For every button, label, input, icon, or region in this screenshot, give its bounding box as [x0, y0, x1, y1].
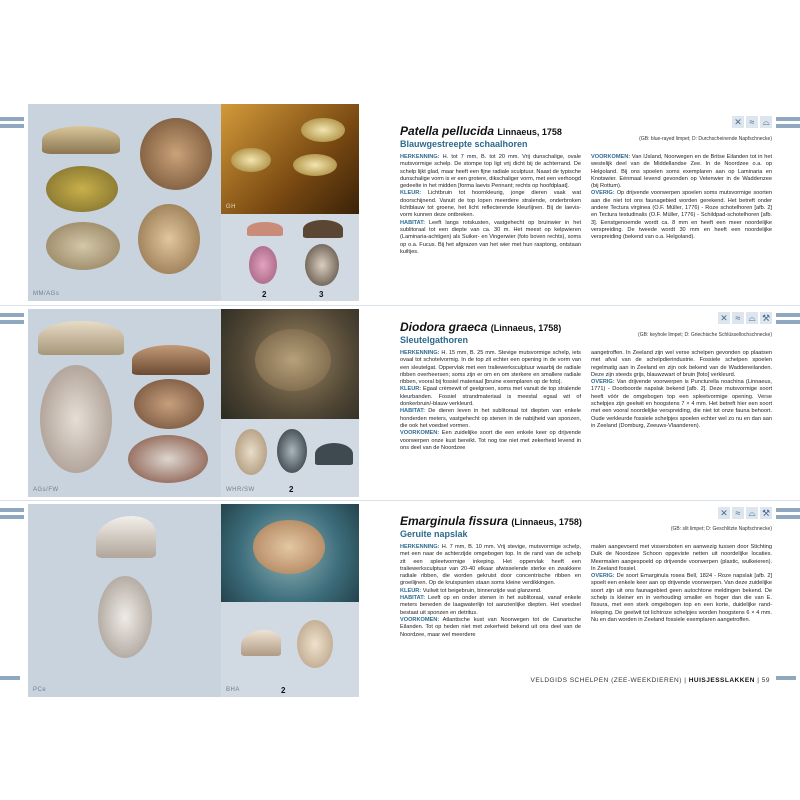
shell-image [138, 204, 200, 274]
shell-image [46, 166, 118, 212]
species-foreign-names: (GB: keyhole limpet; D: Griechische Schlüssellochschnecke) [638, 332, 772, 338]
fig-panel-small [221, 602, 359, 697]
species-author: (Linnaeus, 1758) [511, 517, 582, 527]
pick-icon: ⚒ [761, 508, 771, 518]
text-columns [400, 544, 772, 639]
photo-code: PCe [33, 687, 47, 693]
text-columns [400, 350, 772, 452]
shell-image [247, 222, 283, 236]
page-footer: VELDGIDS SCHELPEN (ZEE-WEEKDIEREN) | HUISJESSLAKKEN | 59 [530, 677, 770, 684]
shell-image [249, 246, 277, 284]
species-common-name: Sleutelgathoren [400, 335, 469, 345]
figure-number: 3 [319, 290, 324, 299]
shell-image [46, 222, 120, 270]
photo-code: BHA [226, 687, 240, 693]
shell-image [303, 220, 343, 238]
paragraph: OVERIG: De soort Emarginula rosea Bell, 1824 - Roze napslak [afb. 2] spoelt een enkele keer aan op drijvende voorwerpen. Van deze zuidelijke soort zijn uit ons faunagebied geen autochtone meldingen bekend. De schelp is kleiner en in verhouding smaller en hoger dan die van E. fissura, met een sterk omgebogen top en een korte, duidelijke rand-inkeping. De geelwit tot lichtroze schelpjes worden hoogstens 6 × 4 mm. Nu en dan worden in Zeeland fossiele exemplaren aangetroffen. [591, 573, 772, 623]
text-column-left [400, 544, 581, 639]
paragraph: HERKENNING: H. tot 7 mm, B. tot 20 mm. Vrij dunschalige, ovale mutsvormige schelp. De stompe top ligt vrij dicht bij de achterrand. De schelp lijkt glad, maar heeft een fijne radiale sculptuur. Naast de typische dunschalige vorm is er een grotere, dikschaliger vorm, met een verhoogd gedeelte in het midden [forma laevis Pennant; rechts op hoofdplaat]. [400, 154, 581, 190]
limpet-in-habitat [253, 520, 325, 574]
paragraph: KLEUR: Lichtbruin tot hoornkleurig, jonge dieren vaak wat doorschijnend. Vanuit de top lopen meerdere stralende, onderbroken lichtblauw tot groene, het licht reflecterende kleurlijnen. Bij de laevis-vorm kunnen deze ontbreken. [400, 190, 581, 219]
paragraph: HABITAT: Leeft op en onder stenen in het sublitoraal, vanaf enkele meters beneden de laagwaterlijn tot aanzienlijke diepten. Het voedsel bestaat uit sponzen en detritus. [400, 595, 581, 616]
paragraph: OVERIG: Van drijvende voorwerpen is Puncturella noachina (Linnaeus, 1771) - Doorboorde napslak bekend [afb. 2]. Deze mutsvormige soort heeft vóór de omgebogen top een spleetvormige opening. Verse schelpjes zijn geelwit en hoogstens 7 × 4 mm. Het betreft hier een soort met een vooral noordelijke verspreiding, die niet tot onze fauna behoort. Oude verkleurde fossiele schelpjes spoelen echter wel zo nu en dan aan in Zeeland (Domburg, Zeeuws-Vlaanderen). [591, 379, 772, 429]
cross-icon: ✕ [718, 312, 730, 324]
paragraph: OVERIG: Op drijvende voorwerpen spoelen soms mutsvormige soorten aan die niet tot ons faunagebied worden gerekend. Het betreft onder andere Tectura virginea (O.F. Müller, 1776) - Roze schotelhoren [afb. 2] en Tectura testudinalis (O.F. Müller, 1776) - Schildpad-schotelhoren [afb. 3]. Eenstgenoemde wordt ca. 8 mm en heeft een meer noordelijke verspreiding. De tweede wordt 30 mm en heeft een noordelijke verspreiding (bekend van o.a. Helgoland). [591, 190, 772, 241]
shell-image [297, 620, 333, 668]
species-title: Emarginula fissura (Linnaeus, 1758) [400, 514, 582, 528]
species-entry-emarginula [400, 514, 772, 674]
fig-panel-small [221, 419, 359, 497]
species-common-name: Blauwgestreepte schaalhoren [400, 139, 528, 149]
wave-stone-icon: ≈ [746, 116, 758, 128]
species-entry-patella [400, 124, 772, 300]
shell-image [235, 429, 267, 475]
wave-stone-icon: ≈ [732, 312, 744, 324]
text-column-right [591, 154, 772, 256]
plate-emarginula [28, 504, 359, 697]
species-foreign-names: (GB: slit limpet; D: Geschlitzte Napfschnecke) [670, 526, 772, 532]
limpet-on-kelp [301, 118, 345, 142]
species-title: Diodora graeca (Linnaeus, 1758) [400, 320, 562, 334]
plate-patella [28, 104, 359, 301]
paragraph: VOORKOMEN: Een zuidelijke soort die een enkele keer op drijvende voorwerpen onze kust bereikt. Tot nog toe niet met zekerheid levend in ons deel van de Noordzee [400, 430, 582, 451]
pick-icon: ⚒ [761, 313, 771, 323]
shell-image [305, 244, 339, 286]
shell-image [277, 429, 307, 473]
limpet-on-kelp [293, 154, 337, 176]
footer-section: VELDGIDS SCHELPEN (ZEE-WEEKDIEREN) [530, 677, 682, 684]
species-entry-diodora [400, 320, 772, 496]
text-columns [400, 154, 772, 256]
shell-image [315, 443, 353, 465]
species-author: Linnaeus, 1758 [497, 127, 562, 137]
paragraph: HERKENNING: H. 15 mm, B. 25 mm. Stevige mutsvormige schelp, iets ovaal tot schotelvormig. In de top zit echter een opening in de vorm van een sleutelgat. Oppervlak met een traliewerksculptuur waarbij de radiale ribben overheersen; soms zijn er om en om sterkere en smallere radiale ribben, vooral bij fossiel materiaal [bruine exemplaren op de foto]. [400, 350, 581, 386]
limpet-on-kelp [231, 148, 271, 172]
paragraph: KLEUR: Egaal crèmewit of geelgroen, soms met vanuit de top stralende kleurbanden. Fossiel strandmateriaal is meestal egaal wit of donkerbruin/-blauw verkleurd. [400, 386, 581, 408]
fig-panel-small [221, 214, 359, 301]
paragraph: malen aangevoerd met vissersboten en aanwezig tussen door Stichting Duik de Noordzee Schoon opgeviste netten uit noordelijke locaties. Meermalen aangespoeld op drijvende voorwerpen (plastic, wulkeieren). In Zeeland fossiel. [591, 544, 772, 572]
shell-image [128, 435, 208, 483]
text-column-right [591, 350, 772, 452]
photo-code: MM/AGs [33, 291, 60, 297]
paragraph: HABITAT: De dieren leven in het sublitoraal tot diepten van enkele honderden meters, vastgehecht op stenen in de nabijheid van sponzen, die ook het voedsel vormen. [400, 408, 581, 429]
cross-icon: ✕ [732, 116, 744, 128]
beach-icon: ⌓ [746, 312, 758, 324]
species-author: (Linnaeus, 1758) [490, 323, 562, 333]
photo-code: GH [226, 204, 236, 210]
shell-image [241, 630, 281, 656]
plate-diodora [28, 309, 359, 497]
shell-image [134, 379, 204, 429]
photo-habitat [221, 104, 359, 214]
edge-bars-right-2 [776, 313, 800, 327]
shell-image [132, 345, 210, 375]
photo-code: AGs/FW [33, 487, 59, 493]
figure-number: 2 [281, 686, 286, 695]
shell-image [38, 321, 124, 355]
edge-bars-2 [0, 313, 24, 327]
shell-image [98, 576, 152, 658]
section-divider [0, 500, 800, 501]
shell-image [140, 118, 212, 190]
species-common-name: Geruite napslak [400, 529, 468, 539]
paragraph: HERKENNING: H. 7 mm, B. 10 mm. Vrij stevige, mutsvormige schelp, met een naar de achterzijde omgebogen top. In de rand van de schelp zit een spleetvormige inkeping. Het oppervlak heeft een traliewerksculptuur van 20-40 elkaar afwisselende sterke en zwakkere radiale ribben, die worden gekruist door concentrische ribben en groeilijnen. Op de kruispunten staan soms kleine verdikkingen. [400, 544, 581, 587]
section-divider [0, 305, 800, 306]
figure-number: 2 [289, 485, 294, 494]
shell-image [40, 365, 112, 473]
limpet-in-habitat [255, 329, 331, 391]
edge-bars-3 [0, 508, 24, 522]
text-column-left [400, 154, 581, 256]
paragraph: VOORKOMEN: Atlantische kust van Noorwegen tot de Canarische Eilanden. Tot op heden niet met zekerheid bekend uit ons deel van de Noordzee, maar wel meerdere [400, 616, 581, 638]
beach-icon: ⌓ [760, 116, 772, 128]
cross-icon: ✕ [718, 507, 730, 519]
text-column-right [591, 544, 772, 639]
beach-icon: ⌓ [746, 507, 758, 519]
paragraph: KLEUR: Vuilwit tot beigebruin, binnenzijde wat glanzend. [400, 587, 542, 594]
edge-bars-right-1 [776, 117, 800, 131]
paragraph: aangetroffen. In Zeeland zijn wel verse schelpen gevonden op plaatsen met afval van de schelpdierindustrie. Fossiele schelpen spoelen regelmatig aan in Zeeland en zijn ook bekend van de Waddeneilanden. Deze zijn steeds grijs, blauwzwart of bruin [foto] verkleurd. [591, 350, 772, 378]
photo-habitat [221, 504, 359, 602]
edge-bars-1 [0, 117, 24, 131]
footer-chapter: HUISJESSLAKKEN [688, 677, 755, 684]
shell-image [96, 516, 156, 558]
edge-bars-right-4 [776, 676, 800, 683]
text-column-left [400, 350, 581, 452]
edge-bars-4 [0, 676, 24, 683]
paragraph: HABITAT: Leeft langs rotskusten, vastgehecht op bruinwier in het sublitoraal tot een diepte van ca. 30 m. Het meest op kelpwieren (Laminaria-achtigen) als Suiker- en Vingerwier (foto boven rechts), soms op o.a. Fucus. Bij het afgrazen van het wier met hun rasptong, ontstaan kuiltjes. [400, 219, 582, 255]
photo-habitat [221, 309, 359, 419]
species-title: Patella pellucida Linnaeus, 1758 [400, 124, 562, 138]
shell-image [42, 126, 120, 154]
edge-bars-right-3 [776, 508, 800, 522]
page-number: 59 [761, 677, 770, 684]
figure-number: 2 [262, 290, 267, 299]
species-foreign-names: (GB: blue-rayed limpet; D: Durchscheinende Napfschnecke) [639, 136, 772, 142]
paragraph: VOORKOMEN: Van IJsland, Noorwegen en de Britse Eilanden tot in het westelijk deel van de Middellandse Zee. In de Noordzee o.a. op Helgoland. Bij ons spoelen soms exemplaren aan op Laminaria en Knotswier. Eénmaal levend gevonden op Vetenwier in de Waddenzee (bij Rottum). [591, 154, 772, 190]
wave-stone-icon: ≈ [732, 507, 744, 519]
photo-code: WHR/SW [226, 487, 255, 493]
